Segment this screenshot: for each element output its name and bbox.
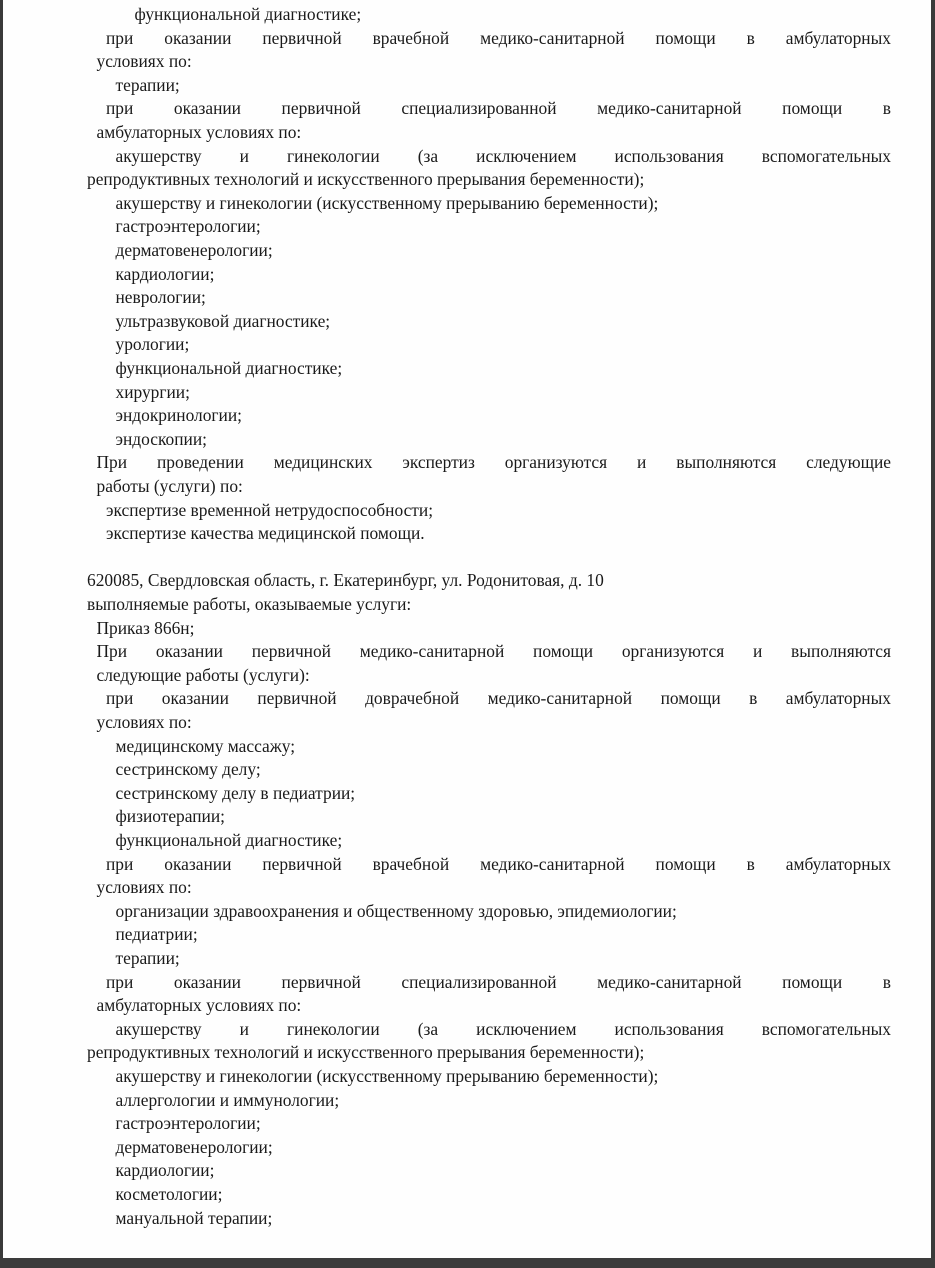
document-page [3, 0, 931, 1258]
text-line: сестринскому делу; [115, 759, 261, 780]
text-line: ультразвуковой диагностике; [115, 310, 331, 331]
text-line: акушерству и гинекологии (за исключением использования вспомогательных [115, 145, 891, 166]
text-line: терапии; [115, 74, 180, 95]
text-line: кардиологии; [115, 1160, 215, 1181]
text-line: эндоскопии; [115, 428, 207, 449]
text-line: Приказ 866н; [96, 617, 195, 638]
text-line: организации здравоохранения и общественному здоровью, эпидемиологии; [115, 900, 677, 921]
text-line: дерматовенерологии; [115, 240, 273, 260]
text-line: при оказании первичной доврачебной медико-санитарной помощи в амбулаторных [106, 688, 891, 709]
text-line: эндокринологии; [115, 405, 242, 426]
text-line: сестринскому делу в педиатрии; [115, 782, 356, 803]
text-line: при оказании первичной врачебной медико-санитарной помощи в амбулаторных [106, 853, 891, 874]
text-line: медицинскому массажу; [115, 735, 296, 756]
text-line: терапии; [115, 948, 180, 968]
text-line: мануальной терапии; [115, 1207, 273, 1228]
blank-line [87, 545, 891, 569]
text-line: репродуктивных технологий и искусственного прерывания беременности); [87, 169, 645, 190]
text-line: функциональной диагностике; [115, 358, 343, 378]
text-line: амбулаторных условиях по: [96, 995, 302, 1016]
text-line: При оказании первичной медико-санитарной помощи организуются и выполняются [96, 641, 891, 662]
text-line: косметологии; [115, 1184, 223, 1204]
text-line: физиотерапии; [115, 806, 225, 827]
text-line: репродуктивных технологий и искусственного прерывания беременности); [87, 1042, 645, 1063]
text-line: при оказании первичной специализированной медико-санитарной помощи в [106, 971, 891, 992]
text-line: при оказании первичной врачебной медико-санитарной помощи в амбулаторных [106, 27, 891, 48]
text-line: урологии; [115, 334, 190, 355]
text-line: акушерству и гинекологии (искусственному прерыванию беременности); [115, 192, 659, 213]
text-line: акушерству и гинекологии (искусственному прерыванию беременности); [115, 1066, 659, 1086]
text-line: аллергологии и иммунологии; [115, 1089, 340, 1110]
text-line: педиатрии; [115, 924, 198, 945]
text-line: кардиологии; [115, 263, 215, 284]
text-line: выполняемые работы, оказываемые услуги: [87, 594, 412, 614]
text-line: гастроэнтерологии; [115, 1113, 261, 1134]
text-line: работы (услуги) по: [96, 476, 243, 496]
text-line: функциональной диагностике; [134, 4, 362, 24]
text-line: хирургии; [115, 381, 190, 402]
text-line: следующие работы (услуги): [96, 664, 310, 685]
text-line: экспертизе временной нетрудоспособности; [106, 499, 434, 520]
text-line: 620085, Свердловская область, г. Екатеринбург, ул. Родонитовая, д. 10 [87, 570, 604, 591]
text-line: при оказании первичной специализированной медико-санитарной помощи в [106, 98, 891, 119]
text-line: неврологии; [115, 287, 206, 308]
text-line: При проведении медицинских экспертиз организуются и выполняются следующие [96, 452, 891, 473]
text-line: амбулаторных условиях по: [96, 122, 302, 142]
text-line: экспертизе качества медицинской помощи. [106, 523, 425, 544]
text-line: акушерству и гинекологии (за исключением использования вспомогательных [115, 1018, 891, 1039]
text-line: условиях по: [96, 877, 192, 898]
text-line: гастроэнтерологии; [115, 216, 261, 237]
text-line: условиях по: [96, 51, 192, 72]
text-line: функциональной диагностике; [115, 830, 343, 850]
viewer-bottom-bar [0, 1258, 935, 1268]
text-line: дерматовенерологии; [115, 1136, 273, 1157]
text-line: условиях по: [96, 712, 192, 732]
